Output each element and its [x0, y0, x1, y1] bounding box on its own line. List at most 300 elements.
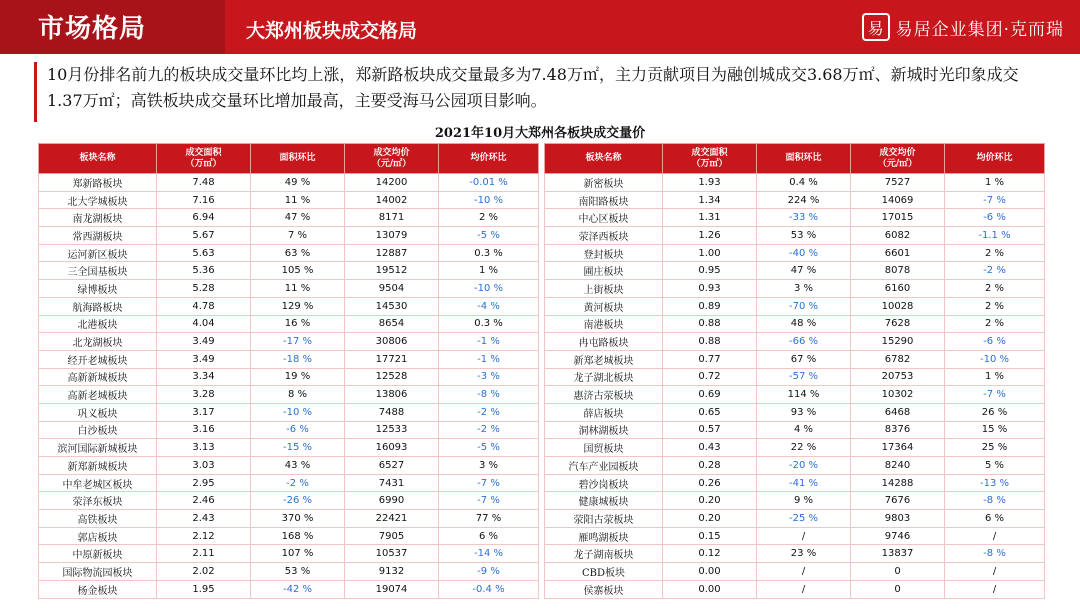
cell-avg-price: 12887: [345, 244, 439, 262]
cell-price-mom: 1 %: [945, 368, 1045, 386]
cell-price-mom: 3 %: [439, 457, 539, 475]
cell-avg-price: 13079: [345, 227, 439, 245]
cell-price-mom: 15 %: [945, 421, 1045, 439]
cell-avg-price: 13806: [345, 386, 439, 404]
table-row: [545, 386, 1045, 404]
table-row: [545, 191, 1045, 209]
cell-avg-price: 8078: [851, 262, 945, 280]
cell-avg-price: 8654: [345, 315, 439, 333]
cell-area-mom: 93 %: [757, 403, 851, 421]
table-row: [39, 386, 539, 404]
cell-area-mom: 53 %: [251, 563, 345, 581]
table-row: [39, 457, 539, 475]
cell-area: 3.16: [157, 421, 251, 439]
cell-area-mom: 8 %: [251, 386, 345, 404]
cell-area-mom: -57 %: [757, 368, 851, 386]
cell-price-mom: -2 %: [439, 421, 539, 439]
cell-avg-price: 9132: [345, 563, 439, 581]
cell-price-mom: -1 %: [439, 350, 539, 368]
cell-avg-price: 8240: [851, 457, 945, 475]
cell-area: 1.00: [663, 244, 757, 262]
cell-avg-price: 14200: [345, 174, 439, 192]
cell-area: 0.77: [663, 350, 757, 368]
col-header-name: 板块名称: [545, 144, 663, 174]
col-header-name: 板块名称: [39, 144, 157, 174]
cell-area-mom: 107 %: [251, 545, 345, 563]
cell-area: 0.69: [663, 386, 757, 404]
cell-district-name: 侯寨板块: [545, 580, 663, 598]
cell-district-name: 南阳路板块: [545, 191, 663, 209]
cell-district-name: 登封板块: [545, 244, 663, 262]
table-row: [545, 280, 1045, 298]
cell-avg-price: 6082: [851, 227, 945, 245]
cell-area-mom: 129 %: [251, 297, 345, 315]
cell-area-mom: 48 %: [757, 315, 851, 333]
company-logo: [862, 12, 1064, 42]
cell-avg-price: 6527: [345, 457, 439, 475]
cell-district-name: 荥泽西板块: [545, 227, 663, 245]
cell-avg-price: 8171: [345, 209, 439, 227]
cell-district-name: 高新新城板块: [39, 368, 157, 386]
cell-price-mom: -7 %: [945, 191, 1045, 209]
cell-price-mom: 0.3 %: [439, 244, 539, 262]
cell-district-name: 杨金板块: [39, 580, 157, 598]
cell-area: 5.36: [157, 262, 251, 280]
cell-avg-price: 9803: [851, 510, 945, 528]
cell-price-mom: 2 %: [439, 209, 539, 227]
cell-area-mom: -26 %: [251, 492, 345, 510]
cell-avg-price: 10028: [851, 297, 945, 315]
cell-district-name: 中心区板块: [545, 209, 663, 227]
cell-district-name: 龙子湖南板块: [545, 545, 663, 563]
table-row: [545, 421, 1045, 439]
col-header-price-mom: 均价环比: [945, 144, 1045, 174]
cell-district-name: 北港板块: [39, 315, 157, 333]
cell-price-mom: -8 %: [439, 386, 539, 404]
cell-area: 0.93: [663, 280, 757, 298]
table-row: [545, 510, 1045, 528]
cell-area-mom: -10 %: [251, 403, 345, 421]
cell-area: 0.28: [663, 457, 757, 475]
cell-area: 0.65: [663, 403, 757, 421]
cell-price-mom: -7 %: [439, 474, 539, 492]
cell-area: 0.26: [663, 474, 757, 492]
table-row: [39, 439, 539, 457]
cell-area-mom: -41 %: [757, 474, 851, 492]
table-row: [545, 545, 1045, 563]
cell-price-mom: -4 %: [439, 297, 539, 315]
logo-mark-icon: 易: [862, 13, 890, 41]
cell-avg-price: 19512: [345, 262, 439, 280]
logo-text: 易居企业集团·克而瑞: [895, 19, 1064, 40]
cell-area-mom: 11 %: [251, 191, 345, 209]
cell-area: 0.20: [663, 492, 757, 510]
cell-avg-price: 7527: [851, 174, 945, 192]
cell-area: 1.31: [663, 209, 757, 227]
cell-area: 3.34: [157, 368, 251, 386]
cell-price-mom: /: [945, 527, 1045, 545]
page-title: 市场格局: [38, 14, 147, 44]
table-row: [545, 174, 1045, 192]
cell-avg-price: 12528: [345, 368, 439, 386]
table-row: [545, 368, 1045, 386]
cell-district-name: 新郑新城板块: [39, 457, 157, 475]
cell-area-mom: -17 %: [251, 333, 345, 351]
cell-avg-price: 7488: [345, 403, 439, 421]
cell-price-mom: -1 %: [439, 333, 539, 351]
cell-avg-price: 0: [851, 580, 945, 598]
cell-price-mom: -10 %: [945, 350, 1045, 368]
table-row: [39, 474, 539, 492]
table-row: [39, 545, 539, 563]
cell-district-name: 三全国基板块: [39, 262, 157, 280]
table-row: [39, 563, 539, 581]
table-row: [39, 510, 539, 528]
cell-area: 2.02: [157, 563, 251, 581]
table-row: [545, 333, 1045, 351]
cell-area: 4.78: [157, 297, 251, 315]
cell-area-mom: /: [757, 563, 851, 581]
table-row: [545, 244, 1045, 262]
cell-area: 0.43: [663, 439, 757, 457]
cell-district-name: 龙子湖北板块: [545, 368, 663, 386]
cell-area: 0.20: [663, 510, 757, 528]
cell-area-mom: 4 %: [757, 421, 851, 439]
table-row: [545, 580, 1045, 598]
cell-area: 3.03: [157, 457, 251, 475]
cell-area: 0.15: [663, 527, 757, 545]
cell-district-name: 经开老城板块: [39, 350, 157, 368]
cell-area: 0.00: [663, 580, 757, 598]
cell-district-name: 中原新板块: [39, 545, 157, 563]
cell-avg-price: 16093: [345, 439, 439, 457]
cell-district-name: 国贸板块: [545, 439, 663, 457]
table-row: [545, 403, 1045, 421]
cell-area-mom: 19 %: [251, 368, 345, 386]
cell-district-name: 北大学城板块: [39, 191, 157, 209]
cell-area-mom: 23 %: [757, 545, 851, 563]
cell-area-mom: -40 %: [757, 244, 851, 262]
cell-area: 5.28: [157, 280, 251, 298]
cell-price-mom: -14 %: [439, 545, 539, 563]
cell-price-mom: -10 %: [439, 280, 539, 298]
cell-area: 3.17: [157, 403, 251, 421]
cell-area-mom: 224 %: [757, 191, 851, 209]
cell-area: 6.94: [157, 209, 251, 227]
cell-area-mom: 7 %: [251, 227, 345, 245]
table-row: [39, 315, 539, 333]
cell-district-name: 荥泽东板块: [39, 492, 157, 510]
cell-area: 1.26: [663, 227, 757, 245]
cell-area: 2.95: [157, 474, 251, 492]
cell-area-mom: 11 %: [251, 280, 345, 298]
table-row: [545, 227, 1045, 245]
cell-district-name: 绿博板块: [39, 280, 157, 298]
table-row: [39, 244, 539, 262]
cell-avg-price: 9746: [851, 527, 945, 545]
cell-avg-price: 10302: [851, 386, 945, 404]
cell-avg-price: 7431: [345, 474, 439, 492]
cell-district-name: 新郑老城板块: [545, 350, 663, 368]
cell-area: 0.12: [663, 545, 757, 563]
table-row: [39, 527, 539, 545]
cell-area-mom: 114 %: [757, 386, 851, 404]
cell-area-mom: 3 %: [757, 280, 851, 298]
cell-district-name: 上街板块: [545, 280, 663, 298]
table-row: [545, 297, 1045, 315]
header-bar: [0, 0, 1080, 54]
cell-area-mom: -33 %: [757, 209, 851, 227]
cell-district-name: 黄河板块: [545, 297, 663, 315]
cell-district-name: CBD板块: [545, 563, 663, 581]
page-subtitle: 大郑州板块成交格局: [246, 20, 418, 42]
cell-avg-price: 6468: [851, 403, 945, 421]
table-row: [39, 403, 539, 421]
col-header-price: 成交均价 （元/㎡）: [851, 144, 945, 174]
cell-price-mom: -6 %: [945, 333, 1045, 351]
table-row: [39, 227, 539, 245]
cell-price-mom: -9 %: [439, 563, 539, 581]
table-row: [545, 439, 1045, 457]
col-header-area: 成交面积 （万㎡）: [157, 144, 251, 174]
cell-price-mom: -0.4 %: [439, 580, 539, 598]
cell-avg-price: 12533: [345, 421, 439, 439]
cell-district-name: 高新老城板块: [39, 386, 157, 404]
cell-area-mom: 43 %: [251, 457, 345, 475]
cell-area-mom: 49 %: [251, 174, 345, 192]
cell-area-mom: 105 %: [251, 262, 345, 280]
cell-district-name: 荥阳古荥板块: [545, 510, 663, 528]
table-row: [545, 350, 1045, 368]
cell-district-name: 南龙湖板块: [39, 209, 157, 227]
cell-area: 2.12: [157, 527, 251, 545]
cell-area-mom: -6 %: [251, 421, 345, 439]
cell-avg-price: 14002: [345, 191, 439, 209]
table-row: [39, 174, 539, 192]
cell-price-mom: -0.01 %: [439, 174, 539, 192]
col-header-price: 成交均价 （元/㎡）: [345, 144, 439, 174]
cell-district-name: 南港板块: [545, 315, 663, 333]
cell-area-mom: -42 %: [251, 580, 345, 598]
cell-area-mom: -18 %: [251, 350, 345, 368]
table-row: [39, 297, 539, 315]
cell-avg-price: 7905: [345, 527, 439, 545]
cell-district-name: 雁鸣湖板块: [545, 527, 663, 545]
cell-district-name: 常西湖板块: [39, 227, 157, 245]
cell-price-mom: -7 %: [945, 386, 1045, 404]
cell-area-mom: -66 %: [757, 333, 851, 351]
cell-area-mom: -70 %: [757, 297, 851, 315]
cell-area-mom: 9 %: [757, 492, 851, 510]
cell-district-name: 高铁板块: [39, 510, 157, 528]
cell-price-mom: 2 %: [945, 244, 1045, 262]
table-row: [545, 209, 1045, 227]
cell-avg-price: 22421: [345, 510, 439, 528]
cell-price-mom: -2 %: [439, 403, 539, 421]
cell-area: 3.13: [157, 439, 251, 457]
cell-avg-price: 13837: [851, 545, 945, 563]
table-row: [545, 315, 1045, 333]
table-row: [545, 563, 1045, 581]
table-row: [39, 492, 539, 510]
cell-district-name: 白沙板块: [39, 421, 157, 439]
cell-district-name: 北龙湖板块: [39, 333, 157, 351]
cell-district-name: 郑新路板块: [39, 174, 157, 192]
cell-area: 2.46: [157, 492, 251, 510]
table-row: [39, 191, 539, 209]
cell-avg-price: 30806: [345, 333, 439, 351]
cell-area: 3.28: [157, 386, 251, 404]
table-row: [39, 262, 539, 280]
cell-price-mom: 6 %: [439, 527, 539, 545]
cell-area: 5.67: [157, 227, 251, 245]
cell-price-mom: 77 %: [439, 510, 539, 528]
cell-price-mom: -3 %: [439, 368, 539, 386]
table-row: [39, 368, 539, 386]
cell-area-mom: -15 %: [251, 439, 345, 457]
cell-price-mom: -1.1 %: [945, 227, 1045, 245]
cell-district-name: 航海路板块: [39, 297, 157, 315]
cell-district-name: 国际物流园板块: [39, 563, 157, 581]
col-header-area-mom: 面积环比: [251, 144, 345, 174]
cell-avg-price: 6160: [851, 280, 945, 298]
cell-avg-price: 14288: [851, 474, 945, 492]
cell-avg-price: 6990: [345, 492, 439, 510]
cell-avg-price: 10537: [345, 545, 439, 563]
table-row: [545, 492, 1045, 510]
table-row: [545, 457, 1045, 475]
col-header-area-mom: 面积环比: [757, 144, 851, 174]
table-header-row: [39, 144, 539, 174]
cell-price-mom: 26 %: [945, 403, 1045, 421]
col-header-area: 成交面积 （万㎡）: [663, 144, 757, 174]
cell-avg-price: 14069: [851, 191, 945, 209]
district-table-right: [544, 143, 1045, 599]
cell-area: 3.49: [157, 333, 251, 351]
table-row: [39, 350, 539, 368]
cell-area: 5.63: [157, 244, 251, 262]
table-title: 2021年10月大郑州各板块成交量价: [434, 126, 646, 141]
table-row: [39, 209, 539, 227]
cell-area: 0.72: [663, 368, 757, 386]
cell-area-mom: -2 %: [251, 474, 345, 492]
cell-price-mom: -8 %: [945, 545, 1045, 563]
cell-district-name: 健康城板块: [545, 492, 663, 510]
cell-area-mom: 63 %: [251, 244, 345, 262]
cell-district-name: 郭店板块: [39, 527, 157, 545]
cell-price-mom: -7 %: [439, 492, 539, 510]
cell-area: 2.43: [157, 510, 251, 528]
cell-area-mom: -25 %: [757, 510, 851, 528]
cell-price-mom: 2 %: [945, 297, 1045, 315]
cell-area: 0.88: [663, 333, 757, 351]
cell-price-mom: -13 %: [945, 474, 1045, 492]
cell-area-mom: 67 %: [757, 350, 851, 368]
table-row: [39, 580, 539, 598]
cell-area: 0.95: [663, 262, 757, 280]
cell-price-mom: 25 %: [945, 439, 1045, 457]
cell-avg-price: 17721: [345, 350, 439, 368]
cell-area-mom: 47 %: [251, 209, 345, 227]
cell-price-mom: 1 %: [439, 262, 539, 280]
cell-price-mom: -2 %: [945, 262, 1045, 280]
cell-area: 7.48: [157, 174, 251, 192]
cell-area-mom: 53 %: [757, 227, 851, 245]
cell-district-name: 汽车产业园板块: [545, 457, 663, 475]
cell-avg-price: 7676: [851, 492, 945, 510]
cell-avg-price: 17364: [851, 439, 945, 457]
table-row: [39, 333, 539, 351]
district-table-left: [38, 143, 539, 599]
table-row: [545, 262, 1045, 280]
cell-district-name: 碧沙岗板块: [545, 474, 663, 492]
table-row: [545, 527, 1045, 545]
cell-avg-price: 6601: [851, 244, 945, 262]
cell-avg-price: 0: [851, 563, 945, 581]
cell-price-mom: -5 %: [439, 227, 539, 245]
cell-area-mom: /: [757, 580, 851, 598]
cell-price-mom: 0.3 %: [439, 315, 539, 333]
cell-avg-price: 6782: [851, 350, 945, 368]
cell-avg-price: 14530: [345, 297, 439, 315]
cell-avg-price: 8376: [851, 421, 945, 439]
cell-district-name: 新密板块: [545, 174, 663, 192]
cell-price-mom: 2 %: [945, 315, 1045, 333]
cell-area-mom: -20 %: [757, 457, 851, 475]
cell-district-name: 中牟老城区板块: [39, 474, 157, 492]
cell-area-mom: 47 %: [757, 262, 851, 280]
cell-price-mom: -5 %: [439, 439, 539, 457]
cell-district-name: 惠济古荥板块: [545, 386, 663, 404]
cell-area: 7.16: [157, 191, 251, 209]
cell-price-mom: -10 %: [439, 191, 539, 209]
cell-avg-price: 20753: [851, 368, 945, 386]
intro-text: 10月份排名前九的板块成交量环比均上涨，郑新路板块成交量最多为7.48万㎡，主力贡献项目为融创城成交3.68万㎡、新城时光印象成交1.37万㎡；高铁板块成交量环比增加最高，主要受海马公园项目影响。: [34, 62, 1050, 122]
cell-price-mom: 1 %: [945, 174, 1045, 192]
cell-area-mom: 370 %: [251, 510, 345, 528]
cell-area-mom: /: [757, 527, 851, 545]
cell-price-mom: /: [945, 580, 1045, 598]
cell-area: 4.04: [157, 315, 251, 333]
cell-avg-price: 19074: [345, 580, 439, 598]
cell-area: 0.57: [663, 421, 757, 439]
table-row: [39, 280, 539, 298]
cell-district-name: 滨河国际新城板块: [39, 439, 157, 457]
cell-avg-price: 9504: [345, 280, 439, 298]
cell-district-name: 薛店板块: [545, 403, 663, 421]
cell-price-mom: 6 %: [945, 510, 1045, 528]
cell-district-name: 运河新区板块: [39, 244, 157, 262]
cell-area-mom: 16 %: [251, 315, 345, 333]
cell-price-mom: 2 %: [945, 280, 1045, 298]
table-header-row: [545, 144, 1045, 174]
table-row: [39, 421, 539, 439]
cell-avg-price: 7628: [851, 315, 945, 333]
cell-area-mom: 0.4 %: [757, 174, 851, 192]
table-row: [545, 474, 1045, 492]
cell-price-mom: -6 %: [945, 209, 1045, 227]
cell-district-name: 冉屯路板块: [545, 333, 663, 351]
cell-avg-price: 17015: [851, 209, 945, 227]
cell-area: 1.93: [663, 174, 757, 192]
cell-area: 3.49: [157, 350, 251, 368]
cell-area-mom: 168 %: [251, 527, 345, 545]
cell-district-name: 巩义板块: [39, 403, 157, 421]
cell-area-mom: 22 %: [757, 439, 851, 457]
cell-price-mom: 5 %: [945, 457, 1045, 475]
cell-district-name: 圃庄板块: [545, 262, 663, 280]
cell-area: 1.34: [663, 191, 757, 209]
